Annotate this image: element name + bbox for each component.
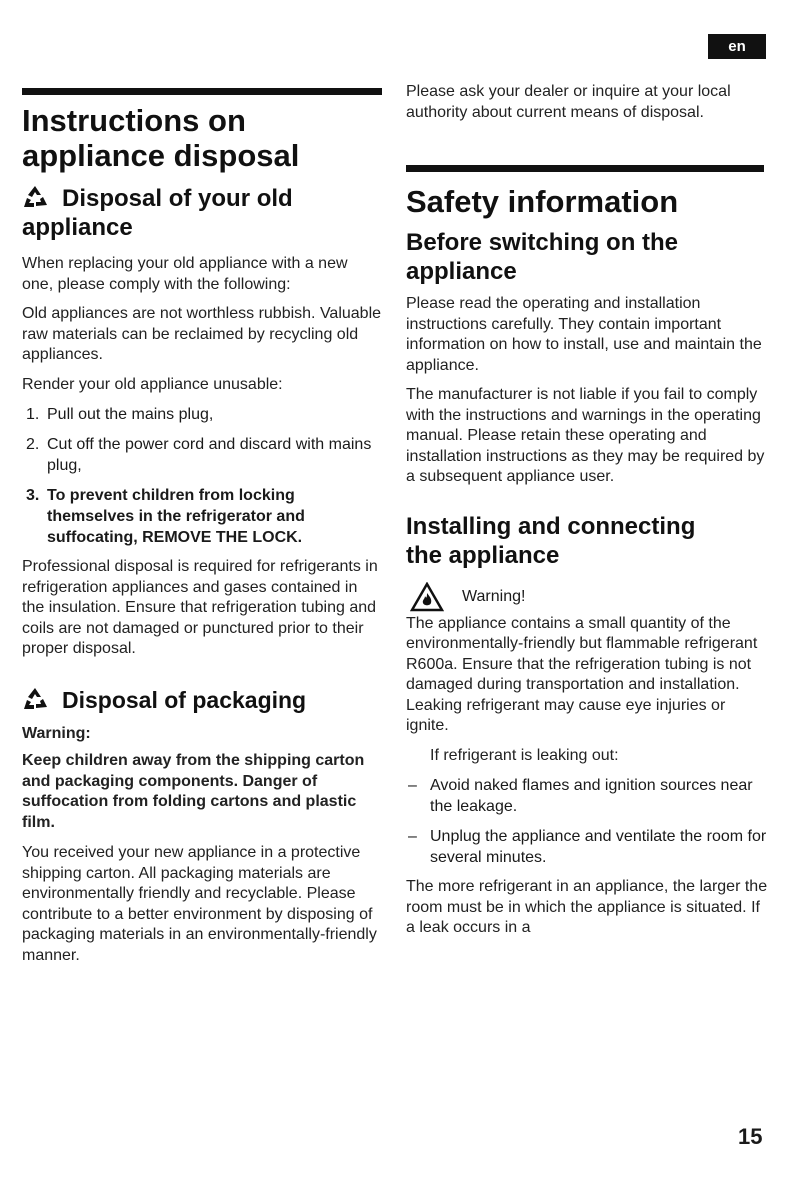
packaging-warning-label: Warning:: [22, 724, 91, 742]
old-appliance-heading-line1: Disposal of your old: [62, 185, 293, 212]
old-appliance-heading: [22, 184, 382, 242]
before-switching-heading: [406, 228, 770, 286]
step-number: 3.: [26, 487, 40, 504]
list-item-text: Avoid naked flames and ignition sources near the leakage.: [430, 777, 753, 815]
list-item: [22, 434, 382, 476]
contains-text: The appliance contains a small quantity of the environmentally-friendly but flammable refrigerant R600a. Ensure that the refrigeration tubing is not damaged during transportation and installation. Leaking refrigerant may cause eye injuries or ignite.: [406, 614, 758, 734]
list-item: [406, 826, 770, 868]
step-text: To prevent children from locking themselves in the refrigerator and suffocating, REMOVE THE LOCK.: [47, 487, 305, 546]
warning-row: [406, 580, 770, 614]
disposal-title-line1: Instructions on: [22, 103, 246, 138]
dash-marker: –: [408, 777, 417, 794]
received-text: You received your new appliance in a protective shipping carton. All packaging materials are environmentally friendly and recyclable. Please contribute to a better environment by disposing of packaging materials in an environmentally-friendly manner.: [22, 844, 377, 964]
dealer-text: Please ask your dealer or inquire at your local authority about current means of disposal.: [406, 83, 731, 121]
rubbish-text: Old appliances are not worthless rubbish. Valuable raw materials can be reclaimed by recycling old appliances.: [22, 305, 382, 363]
before-switching-heading-line1: Before switching on the: [406, 229, 679, 256]
step-number: 1.: [26, 406, 40, 423]
leak-intro: If refrigerant is leaking out:: [430, 746, 619, 764]
read-instructions-text: Please read the operating and installation instructions carefully. They contain important information on how to install, use and maintain the appliance.: [406, 295, 762, 374]
manufacturer-text: The manufacturer is not liable if you fail to comply with the instructions and warnings in the operating manual. Please retain these operating and installation instructions as they may be required by a subsequent appliance user.: [406, 386, 765, 485]
section-rule: [22, 88, 382, 95]
recycle-icon: [22, 687, 48, 711]
page-number: 15: [738, 1124, 763, 1149]
left-column: [22, 88, 382, 966]
list-item: [22, 404, 382, 425]
flammable-warning-icon: [410, 582, 444, 612]
before-switching-heading-line2: appliance: [406, 258, 517, 285]
leak-list: [406, 775, 770, 868]
safety-title: Safety information: [406, 184, 679, 219]
packaging-heading: [22, 686, 382, 714]
render-text: Render your old appliance unusable:: [22, 375, 283, 393]
language-badge: en: [708, 34, 766, 59]
step-number: 2.: [26, 436, 40, 453]
section-rule: [406, 165, 764, 172]
dash-marker: –: [408, 828, 417, 845]
disposal-title-line2: appliance disposal: [22, 138, 300, 173]
warning-label: Warning!: [462, 587, 526, 605]
list-item: [22, 485, 382, 548]
list-item: [406, 775, 770, 817]
step-text: Pull out the mains plug,: [47, 406, 214, 423]
installing-heading: [406, 512, 770, 570]
professional-text: Professional disposal is required for refrigerants in refrigeration appliances and gases contained in the insulation. Ensure that refrigeration tubing and coils are not damaged or punctured prior to their proper disposal.: [22, 558, 378, 657]
more-refrigerant-text: The more refrigerant in an appliance, the larger the room must be in which the appliance is situated. If a leak occurs in a: [406, 878, 768, 936]
old-appliance-heading-line2: appliance: [22, 214, 133, 241]
intro-text: When replacing your old appliance with a new one, please comply with the following:: [22, 255, 348, 293]
installing-heading-line2: the appliance: [406, 541, 560, 569]
packaging-warning-text: Keep children away from the shipping carton and packaging components. Danger of suffocation from folding cartons and plastic film.: [22, 752, 365, 831]
installing-heading-line1: Installing and connecting: [406, 512, 696, 540]
packaging-heading-text: Disposal of packaging: [62, 686, 307, 713]
right-column: [406, 82, 770, 939]
disposal-title: [22, 103, 382, 173]
steps-list: [22, 404, 382, 548]
list-item-text: Unplug the appliance and ventilate the room for several minutes.: [430, 828, 767, 866]
recycle-icon: [22, 185, 48, 209]
step-text: Cut off the power cord and discard with mains plug,: [47, 436, 372, 474]
